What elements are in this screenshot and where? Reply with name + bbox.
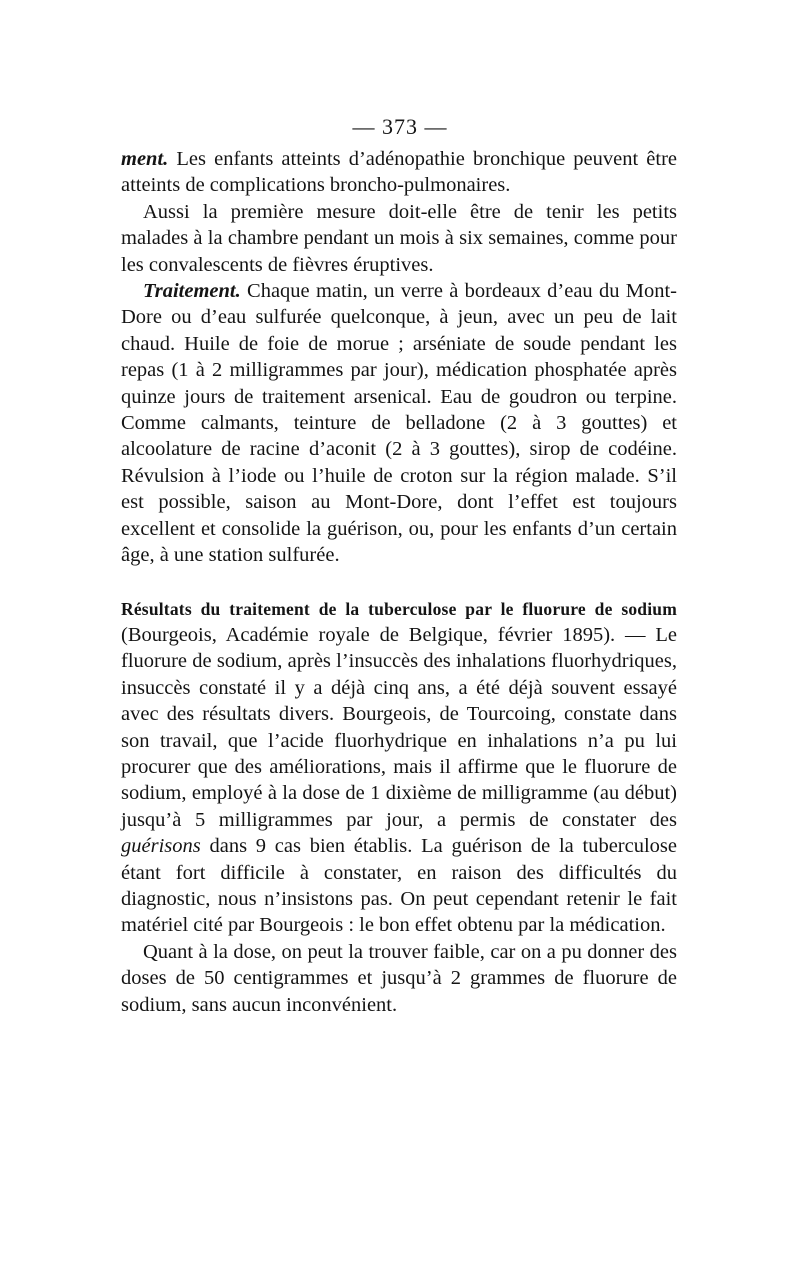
page-number: — 373 — — [352, 114, 448, 139]
body-text — [121, 146, 677, 1018]
section-label-traitement: Traitement. — [143, 280, 241, 303]
paragraph-text: Les enfants atteints d’adénopathie bronchique peuvent être atteints de complications broncho-pulmonaires. — [121, 148, 677, 197]
paragraph-text: Aussi la première mesure doit-elle être de tenir les petits malades à la chambre pendant un mois à six semaines, comme pour les convalescents de fièvres éruptives. — [121, 200, 677, 276]
paragraph-first-measure — [121, 199, 677, 278]
paragraph-dose — [121, 939, 677, 1018]
paragraph-results — [121, 596, 677, 939]
paragraph-continuation — [121, 146, 677, 199]
paragraph-text: (Bourgeois, Académie royale de Belgique, février 1895). — Le fluorure de sodium, après l’insuccès des inhalations fluorhydriques, insuccès constaté il y a déjà cinq ans, a été déjà souvent essayé avec des résultats divers. Bourgeois, de Tourcoing, constate dans son travail, que l’acide fluorhydrique en inhalations n’a pu lui procurer que des améliorations, mais il affirme que le fluorure de sodium, employé à la dose de 1 dixième de milligramme (au début) jusqu’à 5 milligrammes par jour, a permis de constater des — [121, 623, 677, 831]
emphasis-guerisons: guérisons — [121, 835, 201, 858]
section-heading-results: Résultats du traitement de la tuberculose par le fluorure de sodium — [121, 598, 677, 619]
paragraph-treatment — [121, 278, 677, 568]
paragraph-text: Chaque matin, un verre à bordeaux d’eau du Mont-Dore ou d’eau sulfurée quelconque, à jeun, avec un peu de lait chaud. Huile de foie de morue ; arséniate de soude pendant les repas (1 à 2 milligrammes par jour), médication phosphatée après quinze jours de traitement arsenical. Eau de goudron ou terpine. Comme calmants, teinture de belladone (2 à 3 gouttes) et alcoolature de racine d’aconit (2 à 3 gouttes), sirop de codéine. Révulsion à l’iode ou l’huile de croton sur la région malade. S’il est possible, saison au Mont-Dore, dont l’effet est toujours excellent et consolide la guérison, ou, pour les enfants d’un certain âge, à une station sulfurée. — [121, 280, 677, 567]
paragraph-text: dans 9 cas bien établis. La guérison de la tuberculose étant fort difficile à constater, en raison des difficultés du diagnostic, nous n’insistons pas. On peut cependant retenir le fait matériel cité par Bourgeois : le bon effet obtenu par la médication. — [121, 835, 677, 937]
paragraph-lead-word: ment. — [121, 148, 169, 170]
paragraph-text: Quant à la dose, on peut la trouver faible, car on a pu donner des doses de 50 centigrammes et jusqu’à 2 grammes de fluorure de sodium, sans aucun inconvénient. — [121, 940, 677, 1016]
